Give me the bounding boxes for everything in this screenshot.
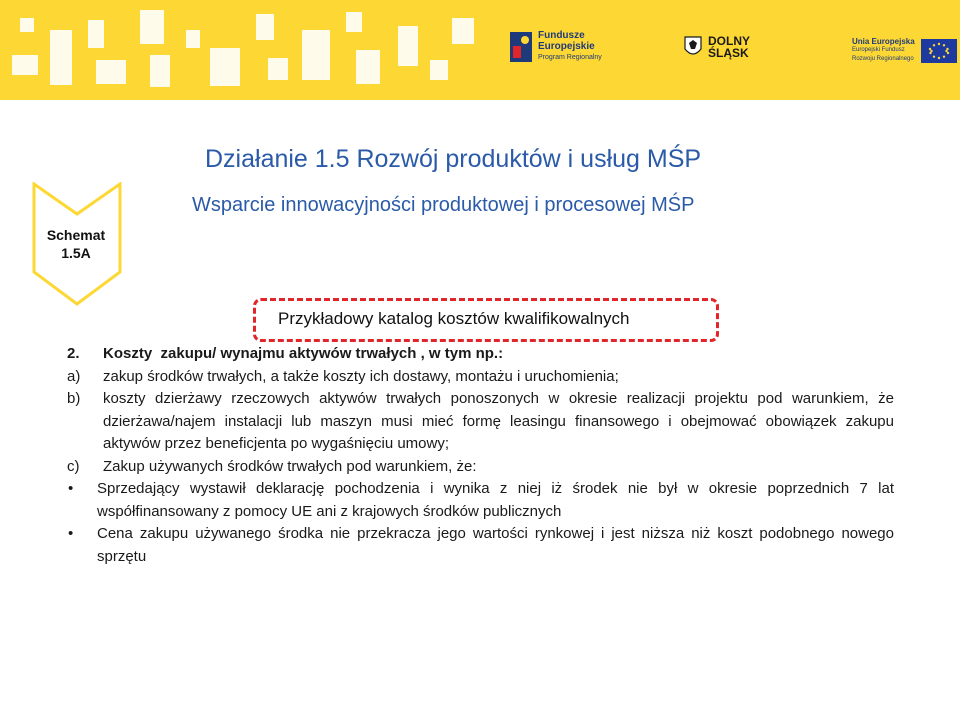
list-item [67, 366, 894, 389]
section-heading-text: Koszty zakupu/ wynajmu aktywów trwałych , w tym np.: [103, 345, 504, 362]
funds-logo-line1: Fundusze [538, 30, 585, 41]
bullet-item [67, 478, 894, 523]
top-banner [0, 0, 960, 100]
content-list [67, 343, 894, 568]
section-heading [67, 343, 894, 366]
item-label: b) [67, 390, 81, 407]
bullet-icon: • [68, 525, 74, 542]
schemat-label [35, 226, 117, 262]
eu-logo-line1: Unia Europejska [852, 37, 915, 46]
item-label: a) [67, 367, 81, 385]
region-logo-line2: ŚLĄSK [708, 46, 749, 60]
eagle-crest-icon [683, 35, 703, 59]
list-item [67, 388, 894, 456]
region-logo-line1: DOLNY [708, 34, 750, 48]
item-label: c) [67, 457, 80, 475]
list-item [67, 456, 894, 479]
funds-logo-icon [510, 32, 532, 62]
region-logo [683, 35, 750, 59]
section-number: 2. [67, 345, 80, 362]
bullet-item [67, 523, 894, 568]
item-text: zakup środków trwałych, a także koszty ich dostawy, montażu i uruchomienia; [103, 367, 619, 385]
page-subtitle: Wsparcie innowacyjności produktowej i procesowej MŚP [192, 194, 695, 216]
page-title: Działanie 1.5 Rozwój produktów i usług MŚP [205, 145, 702, 173]
schemat-line2: 1.5A [61, 245, 91, 261]
eu-flag-icon [921, 39, 957, 63]
banner-decoration [0, 0, 500, 100]
eu-logo [852, 37, 957, 64]
item-text: koszty dzierżawy rzeczowych aktywów trwałych ponoszonych w okresie realizacji projektu pod warunkiem, że dzierżawa/najem instalacji lub maszyn musi mieć formę leasingu finansowego i obejmować obowiązek zakupu aktywów przez beneficjenta po wygaśnięciu umowy; [103, 390, 894, 452]
bullet-icon: • [68, 480, 74, 497]
eu-logo-line2: Europejski Fundusz [852, 47, 905, 53]
funds-logo-line2: Europejskie [538, 41, 595, 52]
item-text: Zakup używanych środków trwałych pod warunkiem, że: [103, 457, 477, 475]
bullet-text: Sprzedający wystawił deklarację pochodzenia i wynika z niej iż środek nie był w okresie poprzednich 7 lat współfinansowany z pomocy UE ani z krajowych środków publicznych [97, 480, 894, 520]
catalog-label: Przykładowy katalog kosztów kwalifikowalnych [278, 309, 630, 328]
funds-logo [510, 30, 602, 63]
funds-logo-line3: Program Regionalny [538, 54, 602, 61]
eu-logo-line3: Rozwoju Regionalnego [852, 56, 914, 62]
schemat-line1: Schemat [46, 227, 106, 243]
bullet-text: Cena zakupu używanego środka nie przekracza jego wartości rynkowej i jest niższa niż koszt podobnego nowego sprzętu [97, 525, 894, 565]
